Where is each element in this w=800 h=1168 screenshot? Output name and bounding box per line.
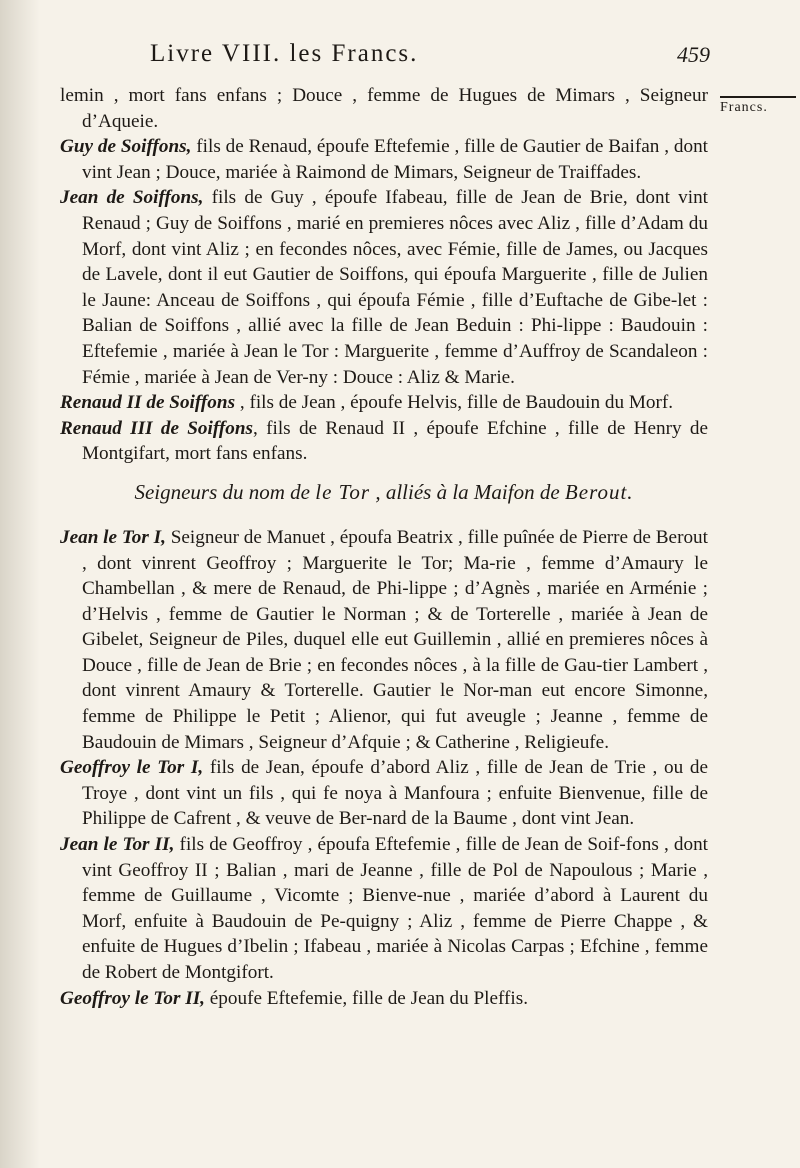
person-name: Jean le Tor II, [60, 834, 175, 856]
page-number: 459 [677, 42, 710, 67]
section-title: Seigneurs du nom de le Tor , alliés à la Maifon de Berout. [134, 479, 634, 504]
paragraph: Renaud II de Soiffons , fils de Jean , époufe Helvis, fille de Baudouin du Morf. [60, 392, 674, 414]
margin-note [720, 96, 800, 116]
paragraph: Renaud III de Soiffons, fils de Renaud II , époufe Efchine , fille de Henry de Montgifart, mort fans enfans. [60, 417, 708, 465]
paragraph: lemin , mort fans enfans ; Douce , femme de Hugues de Mimars , Seigneur d’Aqueie. [60, 85, 708, 132]
person-name: Geoffroy le Tor II, [60, 987, 205, 1009]
paragraph: Jean de Soiffons, fils de Guy , époufe Ifabeau, fille de Jean de Brie, dont vint Renaud ; Guy de Soiffons , marié en premieres nôces avec Aliz , fille d’Adam du Morf, dont vint Aliz ; en fecondes nôces, avec Fémie, fille de James, ou Jacques de Lavele, dont il eut Gautier de Soiffons, qui époufa Marguerite , fille de Julien le Jaune: Anceau de Soiffons , qui époufa Fémie , fille d’Euftache de Gibe-let : Balian de Soiffons , allié avec la fille de Jean Beduin : Phi-lippe : Baudouin : Eftefemie , mariée à Jean le Tor : Marguerite , femme d’Auffroy de Scandaleon : Fémie , mariée à Jean de Ver-ny : Douce : Aliz & Marie. [60, 187, 708, 388]
paragraph: Jean le Tor I, Seigneur de Manuet , époufa Beatrix , fille puînée de Pierre de Berout , dont vinrent Geoffroy ; Marguerite le Tor; Ma-rie , femme d’Amaury le Chambellan , & mere de Renaud, de Phi-lippe ; d’Agnès , mariée en Arménie ; d’Helvis , femme de Gautier le Norman ; & de Torterelle , mariée à Jean de Gibelet, Seigneur de Piles, duquel elle eut Guillemin , allié en premieres nôces à Douce , fille de Jean de Brie ; en fecondes nôces , à la fille de Gau-tier Lambert , dont vinrent Amaury & Torterelle. Gautier le Nor-man eut encore Simonne, femme de Philippe le Petit ; Alienor, qui fut aveugle ; Jeanne , femme de Baudouin de Mimars , Seigneur d’Afquie ; & Catherine , Religieufe. [60, 526, 708, 753]
paragraph: Jean le Tor II, fils de Geoffroy , époufa Eftefemie , fille de Jean de Soif-fons , dont vint Geoffroy II ; Balian , mari de Jeanne , fille de Pol de Napoulous ; Marie , femme de Guillaume , Vicomte ; Bienve-nue , mariée d’abord à Laurent du Morf, enfuite à Baudouin de Pe-quigny ; Aliz , femme de Pierre Chappe , & enfuite de Hugues d’Ibelin ; Ifabeau , mariée à Nicolas Carpas ; Efchine , femme de Robert de Montgifort. [60, 834, 708, 983]
paragraph: Guy de Soiffons, fils de Renaud, époufe Eftefemie , fille de Gautier de Baifan , dont vint Jean ; Douce, mariée à Raimond de Mimars, Seigneur de Traiffades. [60, 136, 708, 183]
person-name: Guy de Soiffons, [60, 136, 192, 158]
person-name: Renaud II de Soiffons [60, 392, 236, 414]
person-name: Jean de Soiffons, [60, 187, 204, 209]
page-gutter-shadow [0, 0, 40, 1168]
person-name: Geoffroy le Tor I, [60, 757, 204, 779]
paragraph: Geoffroy le Tor I, fils de Jean, époufe d’abord Aliz , fille de Jean de Trie , ou de Troye , dont vint un fils , qui fe noya à Manfoura ; enfuite Bienvenue, fille de Philippe de Cafrent , & veuve de Ber-nard de la Baume , dont vint Jean. [60, 757, 708, 830]
margin-rule [720, 96, 796, 98]
person-name: Jean le Tor I, [60, 526, 166, 548]
body-text [60, 83, 708, 1011]
person-name: Renaud III de Soiffons [60, 417, 254, 439]
running-header [150, 40, 710, 68]
paragraph: Geoffroy le Tor II, époufe Eftefemie, fille de Jean du Pleffis. [60, 987, 529, 1009]
margin-note-text: Francs. [720, 100, 768, 115]
running-title: Livre VIII. les Francs. [150, 40, 419, 67]
